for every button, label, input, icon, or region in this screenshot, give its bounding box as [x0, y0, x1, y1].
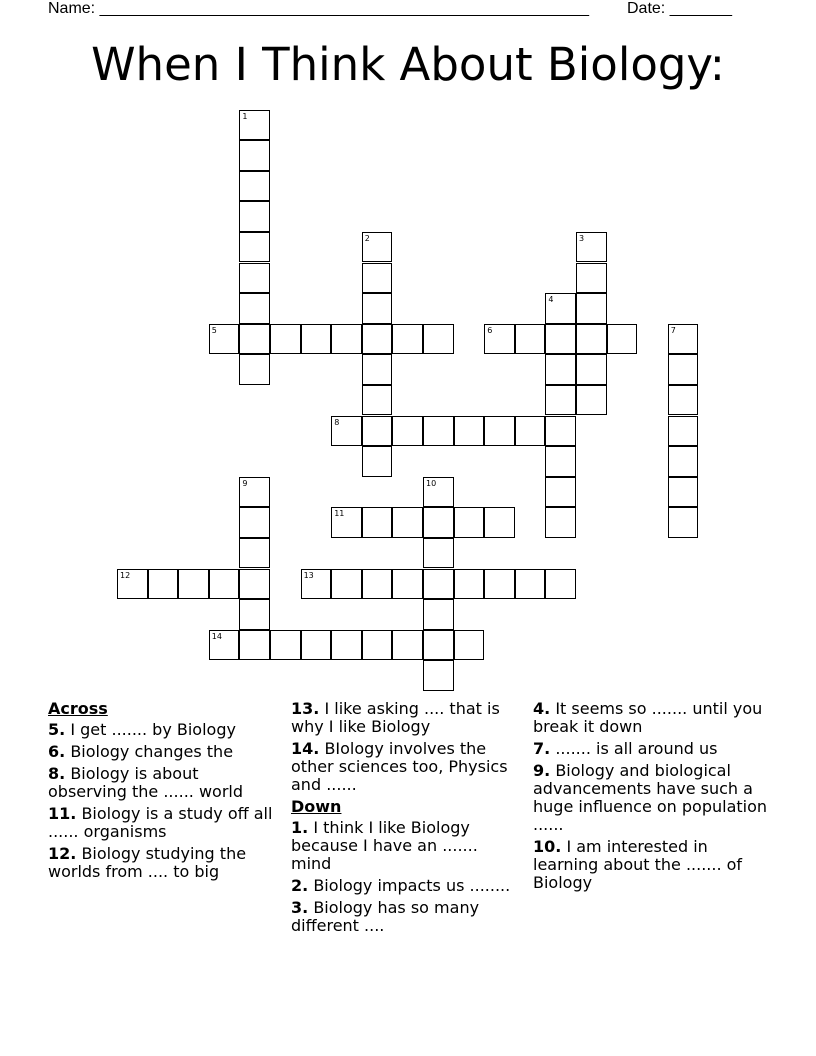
clue-down-9: 9. Biology and biological advancements have such a huge influence on population ......	[533, 761, 768, 834]
grid-cell[interactable]	[239, 477, 270, 508]
grid-cell[interactable]	[545, 354, 576, 385]
grid-cell[interactable]	[545, 477, 576, 508]
clue-number: 10	[426, 478, 437, 488]
grid-cell[interactable]	[668, 385, 699, 416]
grid-cell[interactable]	[423, 324, 454, 355]
clue-down-4: 4. It seems so ....... until you break it down	[533, 699, 763, 736]
clue-across-13: 13. I like asking .... that is why I like Biology	[291, 699, 500, 736]
clue-across-14: 14. BIology involves the other sciences too, Physics and ......	[291, 739, 508, 794]
grid-cell[interactable]	[239, 263, 270, 294]
clues-column-3	[533, 700, 768, 896]
clue-across-11: 11. Biology is a study off all ...... organisms	[48, 804, 273, 841]
grid-cell[interactable]	[423, 477, 454, 508]
clue-down-2: 2. Biology impacts us ........	[291, 876, 511, 895]
grid-cell[interactable]	[270, 630, 301, 661]
grid-cell[interactable]	[545, 507, 576, 538]
grid-cell[interactable]	[301, 569, 332, 600]
clue-number: 12	[120, 570, 131, 580]
date-field[interactable]: Date: _______	[627, 0, 732, 17]
grid-cell[interactable]	[239, 324, 270, 355]
grid-cell[interactable]	[484, 569, 515, 600]
clue-number: 5	[211, 325, 217, 335]
grid-cell[interactable]	[515, 569, 546, 600]
grid-cell[interactable]	[668, 507, 699, 538]
grid-cell[interactable]	[178, 569, 209, 600]
grid-cell[interactable]	[576, 232, 607, 263]
grid-cell[interactable]	[362, 507, 393, 538]
grid-cell[interactable]	[668, 446, 699, 477]
grid-cell[interactable]	[545, 416, 576, 447]
clue-across-8: 8. Biology is about observing the ...... world	[48, 764, 243, 801]
clue-number: 6	[487, 325, 493, 335]
grid-cell[interactable]	[362, 293, 393, 324]
grid-cell[interactable]	[423, 507, 454, 538]
grid-cell[interactable]	[423, 660, 454, 691]
grid-cell[interactable]	[239, 538, 270, 569]
grid-cell[interactable]	[668, 416, 699, 447]
grid-cell[interactable]	[239, 201, 270, 232]
clue-number: 11	[334, 509, 345, 519]
puzzle-title: When I Think About Biology:	[91, 38, 725, 91]
grid-cell[interactable]	[454, 569, 485, 600]
clues-column-2	[291, 700, 523, 939]
grid-cell[interactable]	[362, 630, 393, 661]
clue-number: 14	[211, 631, 222, 641]
grid-cell[interactable]	[362, 324, 393, 355]
grid-cell[interactable]	[484, 416, 515, 447]
grid-cell[interactable]	[362, 446, 393, 477]
grid-cell[interactable]	[270, 324, 301, 355]
clue-down-1: 1. I think I like Biology because I have an ....... mind	[291, 818, 478, 873]
grid-cell[interactable]	[392, 324, 423, 355]
grid-cell[interactable]	[454, 630, 485, 661]
grid-cell[interactable]	[576, 263, 607, 294]
grid-cell[interactable]	[362, 354, 393, 385]
grid-cell[interactable]	[576, 324, 607, 355]
grid-cell[interactable]	[392, 507, 423, 538]
grid-cell[interactable]	[239, 354, 270, 385]
grid-cell[interactable]	[423, 569, 454, 600]
clue-number: 9	[242, 478, 248, 488]
grid-cell[interactable]	[484, 507, 515, 538]
grid-cell[interactable]	[239, 110, 270, 141]
clue-across-5: 5. I get ....... by Biology	[48, 720, 236, 739]
grid-cell[interactable]	[331, 569, 362, 600]
clue-number: 4	[548, 295, 554, 305]
grid-cell[interactable]	[576, 385, 607, 416]
clue-number: 8	[334, 417, 340, 427]
grid-cell[interactable]	[515, 324, 546, 355]
grid-cell[interactable]	[331, 507, 362, 538]
grid-cell[interactable]	[668, 354, 699, 385]
clue-across-12: 12. Biology studying the worlds from .... to big	[48, 844, 247, 881]
grid-cell[interactable]	[423, 538, 454, 569]
grid-cell[interactable]	[301, 630, 332, 661]
grid-cell[interactable]	[545, 293, 576, 324]
grid-cell[interactable]	[545, 446, 576, 477]
grid-cell[interactable]	[209, 324, 240, 355]
grid-cell[interactable]	[331, 630, 362, 661]
grid-cell[interactable]	[607, 324, 638, 355]
grid-cell[interactable]	[545, 324, 576, 355]
grid-cell[interactable]	[239, 171, 270, 202]
grid-cell[interactable]	[576, 354, 607, 385]
grid-cell[interactable]	[239, 630, 270, 661]
grid-cell[interactable]	[668, 477, 699, 508]
clue-down-10: 10. I am interested in learning about the ....... of Biology	[533, 837, 743, 892]
grid-cell[interactable]	[423, 630, 454, 661]
grid-cell[interactable]	[423, 416, 454, 447]
clue-down-3: 3. Biology has so many different ....	[291, 898, 480, 935]
clues-column-1	[48, 700, 280, 885]
grid-cell[interactable]	[331, 416, 362, 447]
grid-cell[interactable]	[423, 599, 454, 630]
grid-cell[interactable]	[515, 416, 546, 447]
grid-cell[interactable]	[362, 232, 393, 263]
clue-down-7: 7. ....... is all around us	[533, 739, 718, 758]
clue-number: 1	[242, 111, 248, 121]
grid-cell[interactable]	[117, 569, 148, 600]
grid-cell[interactable]	[362, 385, 393, 416]
grid-cell[interactable]	[454, 507, 485, 538]
grid-cell[interactable]	[148, 569, 179, 600]
grid-cell[interactable]	[392, 569, 423, 600]
grid-cell[interactable]	[239, 569, 270, 600]
grid-cell[interactable]	[239, 140, 270, 171]
clue-number: 7	[670, 325, 676, 335]
grid-cell[interactable]	[239, 293, 270, 324]
grid-cell[interactable]	[454, 416, 485, 447]
name-field[interactable]: Name: _______________________________________________________	[48, 0, 589, 17]
grid-cell[interactable]	[392, 416, 423, 447]
grid-cell[interactable]	[239, 507, 270, 538]
grid-cell[interactable]	[362, 416, 393, 447]
grid-cell[interactable]	[209, 630, 240, 661]
down-heading: Down	[291, 797, 342, 816]
grid-cell[interactable]	[331, 324, 362, 355]
grid-cell[interactable]	[239, 599, 270, 630]
grid-cell[interactable]	[239, 232, 270, 263]
grid-cell[interactable]	[545, 385, 576, 416]
grid-cell[interactable]	[484, 324, 515, 355]
grid-cell[interactable]	[392, 630, 423, 661]
grid-cell[interactable]	[545, 569, 576, 600]
clue-number: 3	[579, 233, 585, 243]
grid-cell[interactable]	[362, 569, 393, 600]
grid-cell[interactable]	[209, 569, 240, 600]
across-heading: Across	[48, 699, 108, 718]
grid-cell[interactable]	[362, 263, 393, 294]
grid-cell[interactable]	[576, 293, 607, 324]
clue-number: 13	[303, 570, 314, 580]
grid-cell[interactable]	[301, 324, 332, 355]
grid-cell[interactable]	[668, 324, 699, 355]
clue-number: 2	[364, 233, 370, 243]
clue-across-6: 6. Biology changes the	[48, 742, 234, 761]
